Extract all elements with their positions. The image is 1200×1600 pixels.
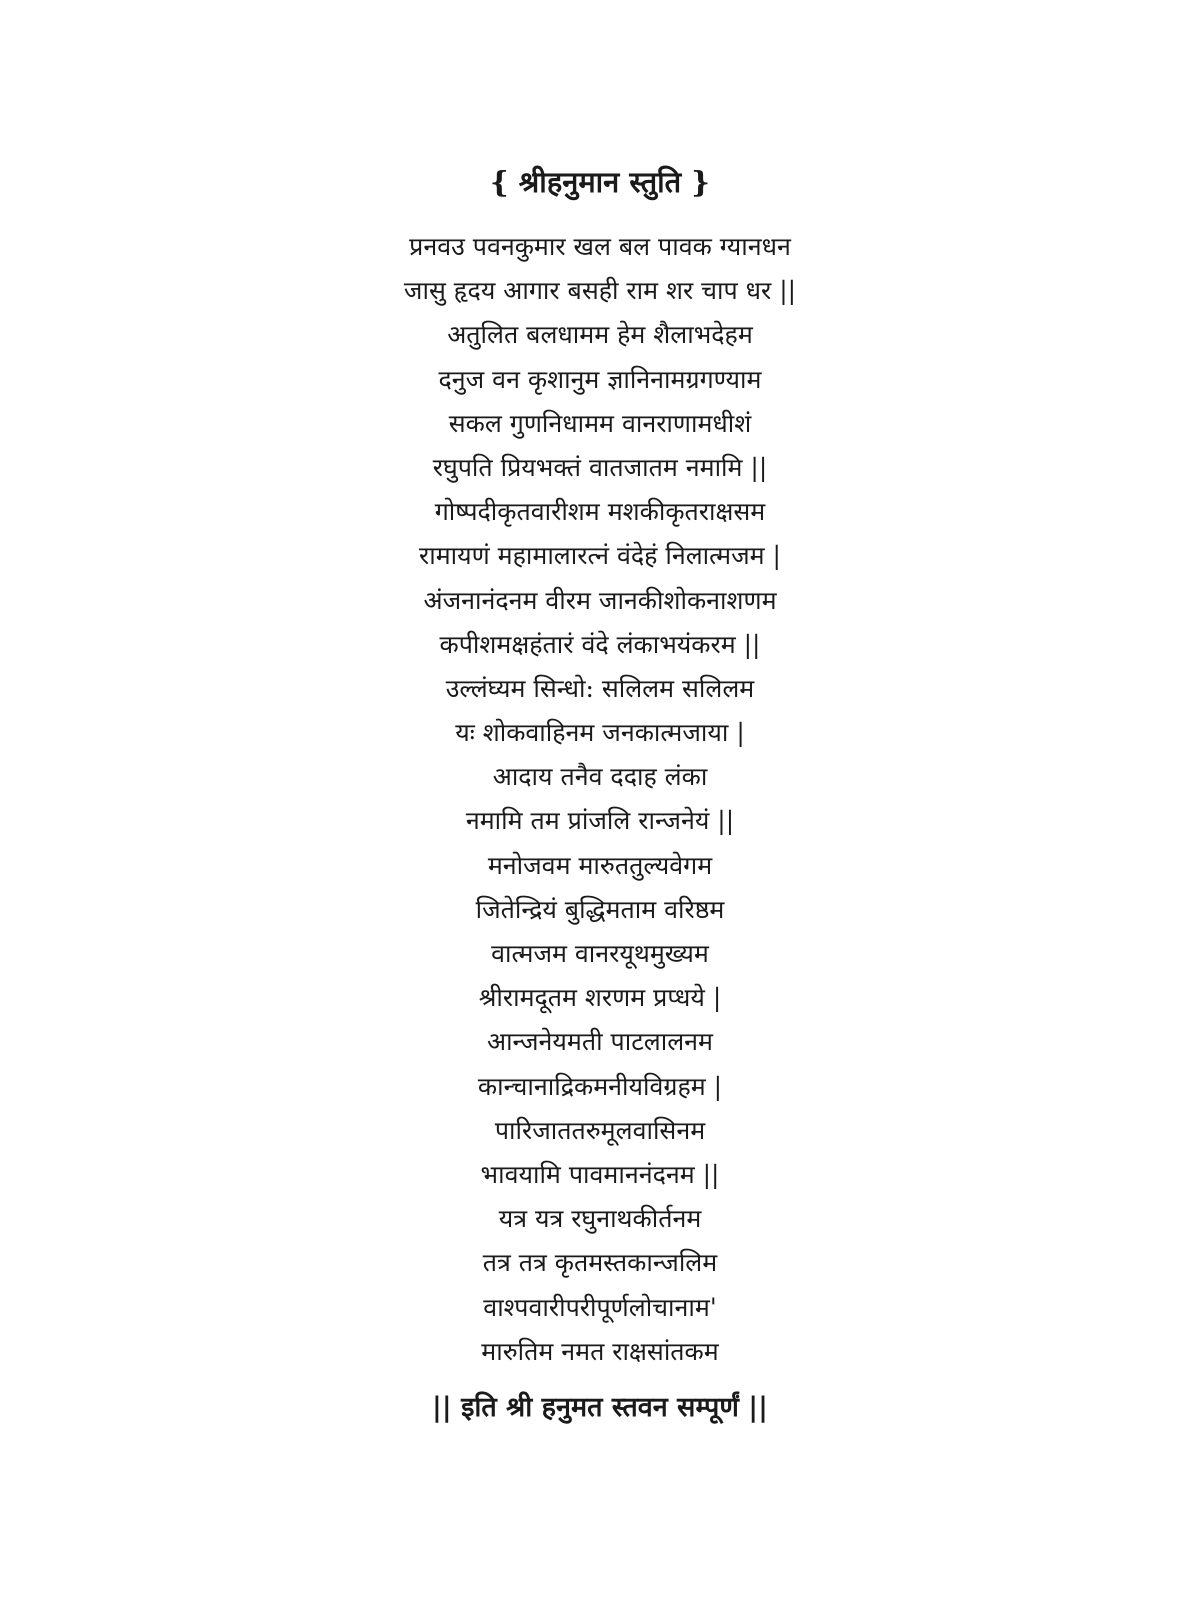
verse-line: रामायणं महामालारत्नं वंदेहं निलात्मजम | [419,541,781,571]
verse-line: जितेन्द्रियं बुद्धिमताम वरिष्ठम [475,894,725,924]
verse-line: रघुपति प्रियभक्तं वातजातम नमामि || [432,452,768,482]
verse-line: कपीशमक्षहंतारं वंदे लंकाभयंकरम || [439,629,761,659]
closing-line: || इति श्री हनुमत स्तवन सम्पूर्णं || [432,1392,768,1423]
verse-line: पारिजाततरुमूलवासिनम [494,1115,706,1145]
verse-line: वाश्पवारीपरीपूर्णलोचानाम' [483,1292,717,1322]
verse-line: नमामि तम प्रांजलि रान्जनेयं || [465,806,735,836]
verse-line: सकल गुणनिधामम वानराणामधीशं [448,408,752,438]
verse-line: मारुतिम नमत राक्षसांतकम [481,1336,719,1366]
verse-line: तत्र तत्र कृतमस्तकान्जलिम [482,1248,718,1278]
verse-line: गोष्पदीकृतवारीशम मशकीकृतराक्षसम [434,497,766,527]
verse-line: श्रीरामदूतम शरणम प्रप्धये | [478,983,722,1013]
verse-line: कान्चानाद्रिकमनीयविग्रहम | [477,1071,723,1101]
document-title: { श्रीहनुमान स्तुति } [490,165,710,199]
verse-line: आदाय तनैव ददाह लंका [492,762,708,792]
verse-line: उल्लंघ्यम सिन्धो: सलिलम सलिलम [445,673,755,703]
verse-line: दनुज वन कृशानुम ज्ञानिनामग्रगण्याम [438,364,762,394]
verse-line: जासु हृदय आगार बसही राम शर चाप धर || [403,276,797,306]
verse-line: अतुलित बलधामम हेम शैलाभदेहम [447,320,753,350]
verse-line: भावयामि पावमाननंदनम || [480,1159,720,1189]
verse-line: आन्जनेयमती पाटलालनम [486,1027,714,1057]
verse-line: यः शोकवाहिनम जनकात्मजाया | [455,718,745,748]
verse-line: प्रनवउ पवनकुमार खल बल पावक ग्यानधन [409,232,791,261]
verse-line: मनोजवम मारुततुल्यवेगम [487,850,713,880]
verse-line: वात्मजम वानरयूथमुख्यम [491,939,709,968]
verse-list [0,225,1200,1374]
verse-line: यत्र यत्र रघुनाथकीर्तनम [498,1204,702,1234]
verse-line: अंजनानंदनम वीरम जानकीशोकनाशणम [423,585,777,615]
